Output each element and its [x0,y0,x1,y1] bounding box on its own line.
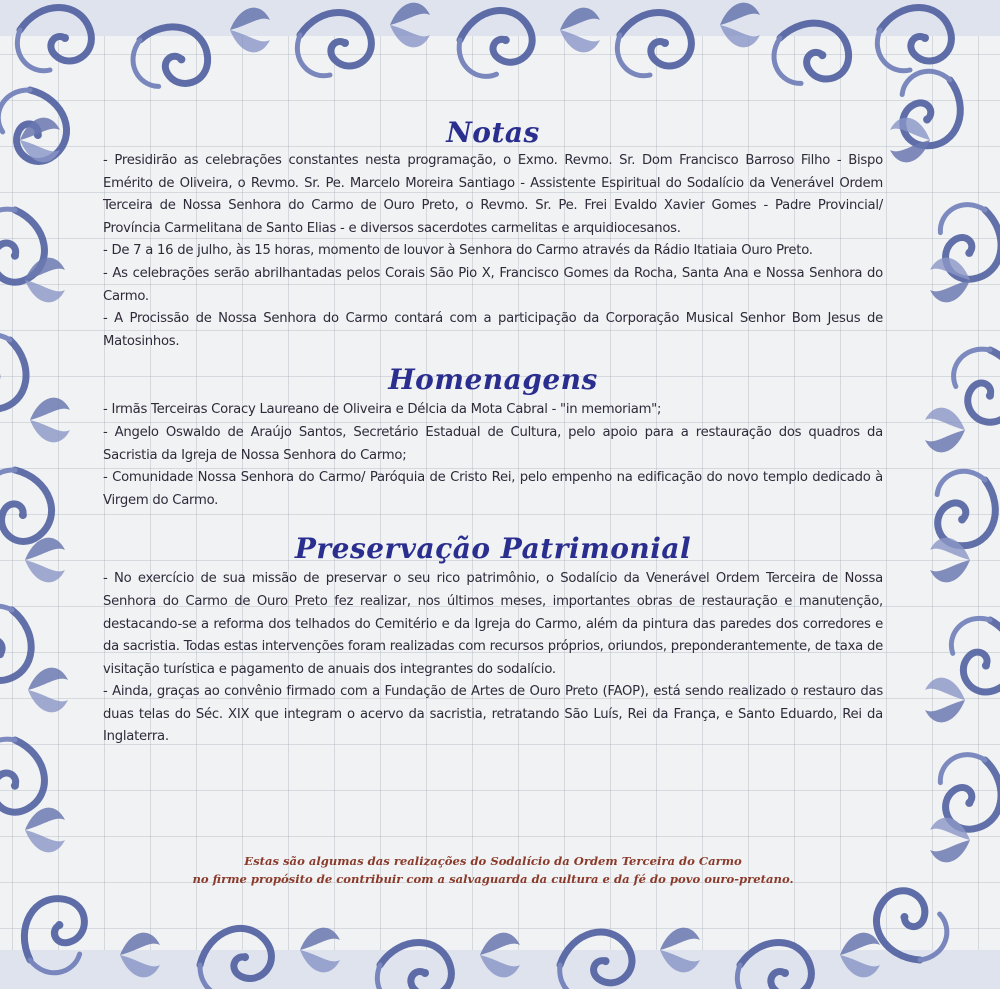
notas-item: - As celebrações serão abrilhantadas pelos Corais São Pio X, Francisco Gomes da Rocha, Santa Ana e Nossa Senhora do Carmo. [103,265,883,304]
homenagens-item: - Comunidade Nossa Senhora do Carmo/ Paróquia de Cristo Rei, pelo empenho na edificação do novo templo dedicado à Virgem do Carmo. [103,470,883,508]
document-content [103,118,883,749]
closing-line-2: no firme propósito de contribuir com a salvaguarda da cultura e da fé do povo ouro-pretano. [192,872,794,886]
homenagens-item: - Angelo Oswaldo de Araújo Santos, Secretário Estadual de Cultura, pelo apoio para a restauração dos quadros da Sacristia da Igreja de Nossa Senhora do Carmo; [103,424,883,463]
preservacao-item: - No exercício de sua missão de preservar o seu rico patrimônio, o Sodalício da Venerável Ordem Terceira de Nossa Senhora do Carmo de Ouro Preto fez realizar, nos últimos meses, importantes obras de restauração e manutenção, destacando-se a reforma dos telhados do Cemitério e da Igreja do Carmo, além da pintura das paredes dos corredores e da sacristia. Todas estas intervenções foram realizadas com recursos próprios, oriundos, preponderantemente, de taxa de visitação turística e pagamento de anuais dos integrantes do sodalício. [103,571,883,677]
closing-line-1: Estas são algumas das realizações do Sodalício da Ordem Terceira do Carmo [244,854,742,868]
homenagens-item: - Irmãs Terceiras Coracy Laureano de Oliveira e Délcia da Mota Cabral - "in memoriam"; [103,402,662,418]
preservacao-heading: Preservação Patrimonial [294,532,692,566]
notas-item: - De 7 a 16 de julho, às 15 horas, momento de louvor à Senhora do Carmo através da Rádio Itatiaia Ouro Preto. [103,243,813,259]
homenagens-heading: Homenagens [388,363,598,397]
notas-heading: Notas [446,116,540,149]
preservacao-item: - Ainda, graças ao convênio firmado com a Fundação de Artes de Ouro Preto (FAOP), está sendo realizado o restauro das duas telas do Séc. XIX que integram o acervo da sacristia, retratando São Luís, Rei da França, e Santo Eduardo, Rei da Inglaterra. [103,684,883,745]
notas-item: - A Procissão de Nossa Senhora do Carmo contará com a participação da Corporação Musical Senhor Bom Jesus de Matosinhos. [103,311,883,349]
closing-statement [103,852,883,888]
notas-item: - Presidirão as celebrações constantes nesta programação, o Exmo. Revmo. Sr. Dom Francisco Barroso Filho - Bispo Emérito de Oliveira, o Revmo. Sr. Pe. Marcelo Moreira Santiago - Assistente Espiritual do Sodalício da Venerável Ordem Terceira de Nossa Senhora do Carmo de Ouro Preto, o Revmo. Sr. Pe. Frei Evaldo Xavier Gomes - Padre Provincial/ Província Carmelitana de Santo Elias - e diversos sacerdotes carmelitas e arquidiocesanos. [103,153,883,236]
